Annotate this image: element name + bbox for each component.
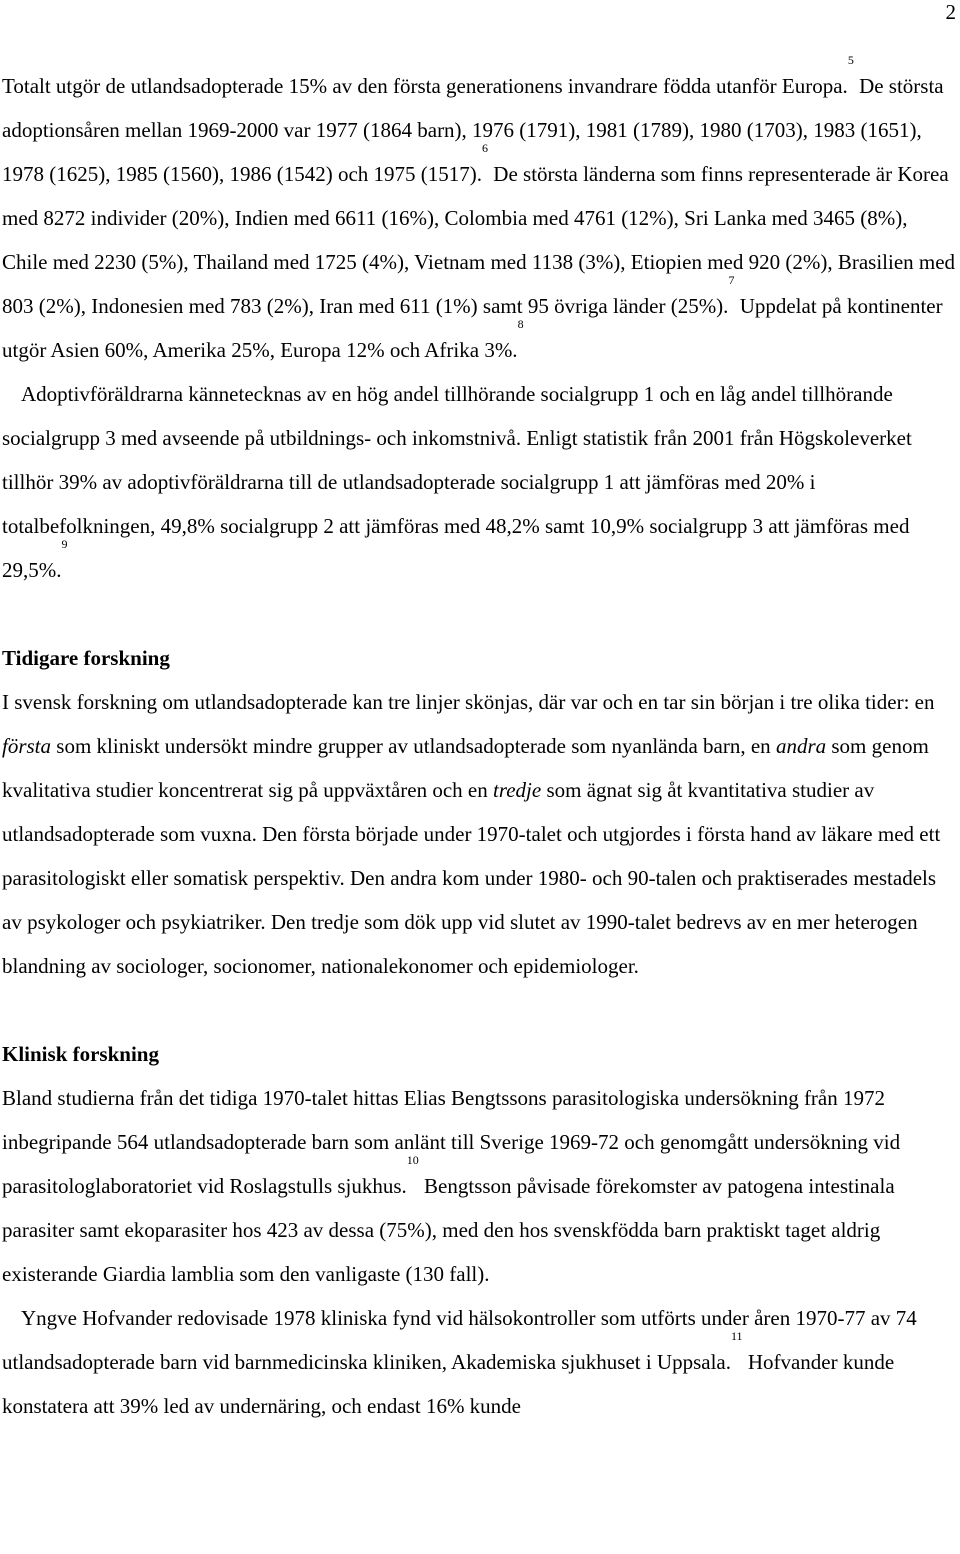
page-number: 2 [945, 0, 956, 24]
text: De största adoptionsåren mellan 1969-2000 var 1977 (1864 barn), 1976 (1791), 1981 (1789), 1980 (1703), 1983 (1651), 1978 (1625), 1985 (1560), 1986 (1542) och 1975 (1517). [2, 74, 944, 186]
text: Bengtsson påvisade förekomster av patogena intestinala parasiter samt ekoparasiter hos 423 av dessa (75%), med den hos svenskfödda barn praktiskt taget aldrig existerande Giardia lamblia som den vanligaste (130 fall). [2, 1174, 895, 1286]
text: som genom kvalitativa studier koncentrerat sig på uppväxtåren och en [2, 734, 929, 802]
section-heading: Klinisk forskning [2, 1042, 159, 1066]
emphasis: tredje [493, 778, 542, 802]
footnote-ref: 5 [847, 53, 854, 67]
text: Hofvander kunde konstatera att 39% led av undernäring, och endast 16% kunde [2, 1350, 895, 1418]
text: som kliniskt undersökt mindre grupper av utlandsadopterade som nyanlända barn, en [51, 734, 776, 758]
spacer [2, 988, 958, 1032]
paragraph-adoptive-parents [2, 372, 958, 592]
footnote-ref: 9 [61, 537, 68, 551]
footnote-ref: 7 [728, 273, 735, 287]
document-body [2, 53, 958, 1428]
text: Bland studierna från det tidiga 1970-talet hittas Elias Bengtssons parasitologiska undersökning från 1972 inbegripande 564 utlandsadopterade barn som anlänt till Sverige 1969-72 och genomgått undersökning vid parasitologlaboratoriet vid Roslagstulls sjukhus. [2, 1086, 901, 1198]
text: I svensk forskning om utlandsadopterade kan tre linjer skönjas, där var och en tar sin början i tre olika tider: en [2, 690, 935, 714]
emphasis: andra [775, 734, 827, 758]
paragraph-bengtsson [2, 1076, 958, 1296]
text: De största länderna som finns representerade är Korea med 8272 individer (20%), Indien med 6611 (16%), Colombia med 4761 (12%), Sri Lanka med 3465 (8%), Chile med 2230 (5%), Thailand med 1725 (4%), Vietnam med 1138 (3%), Etiopien med 920 (2%), Brasilien med 803 (2%), Indonesien med 783 (2%), Iran med 611 (1%) samt 95 övriga länder (25%). [2, 162, 956, 318]
text: Uppdelat på kontinenter utgör Asien 60%, Amerika 25%, Europa 12% och Afrika 3%. [2, 294, 943, 362]
footnote-ref: 6 [482, 141, 489, 155]
text: Totalt utgör de utlandsadopterade 15% av den första generationens invandrare födda utanför Europa. [2, 74, 848, 98]
emphasis: första [2, 734, 52, 758]
paragraph-hofvander [2, 1296, 958, 1428]
spacer [2, 592, 958, 636]
text: som ägnat sig åt kvantitativa studier av utlandsadopterade som vuxna. Den första började under 1970-talet och utgjordes i första hand av läkare med ett parasitologiskt eller somatisk perspektiv. Den andra kom under 1980- och 90-talen och praktiserades mestadels av psykologer och psykiatriker. Den tredje som dök upp vid slutet av 1990-talet bedrevs av en mer heterogen blandning av sociologer, socionomer, nationalekonomer och epidemiologer. [2, 778, 941, 978]
footnote-ref: 10 [406, 1153, 419, 1167]
text: Yngve Hofvander redovisade 1978 kliniska fynd vid hälsokontroller som utförts under åren 1970-77 av 74 utlandsadopterade barn vid barnmedicinska kliniken, Akademiska sjukhuset i Uppsala. [2, 1306, 917, 1374]
section-heading: Tidigare forskning [2, 646, 170, 670]
text: Adoptivföräldrarna kännetecknas av en hög andel tillhörande socialgrupp 1 och en låg andel tillhörande socialgrupp 3 med avseende på utbildnings- och inkomstnivå. Enligt statistik från 2001 från Högskoleverket tillhör 39% av adoptivföräldrarna till de utlandsadopterade socialgrupp 1 att jämföras med 20% i totalbefolkningen, 49,8% socialgrupp 2 att jämföras med 48,2% samt 10,9% socialgrupp 3 att jämföras med 29,5%. [2, 382, 912, 582]
footnote-ref: 8 [517, 317, 524, 331]
paragraph-statistics [2, 53, 958, 372]
footnote-ref: 11 [731, 1329, 743, 1343]
paragraph-research-lines [2, 680, 958, 988]
